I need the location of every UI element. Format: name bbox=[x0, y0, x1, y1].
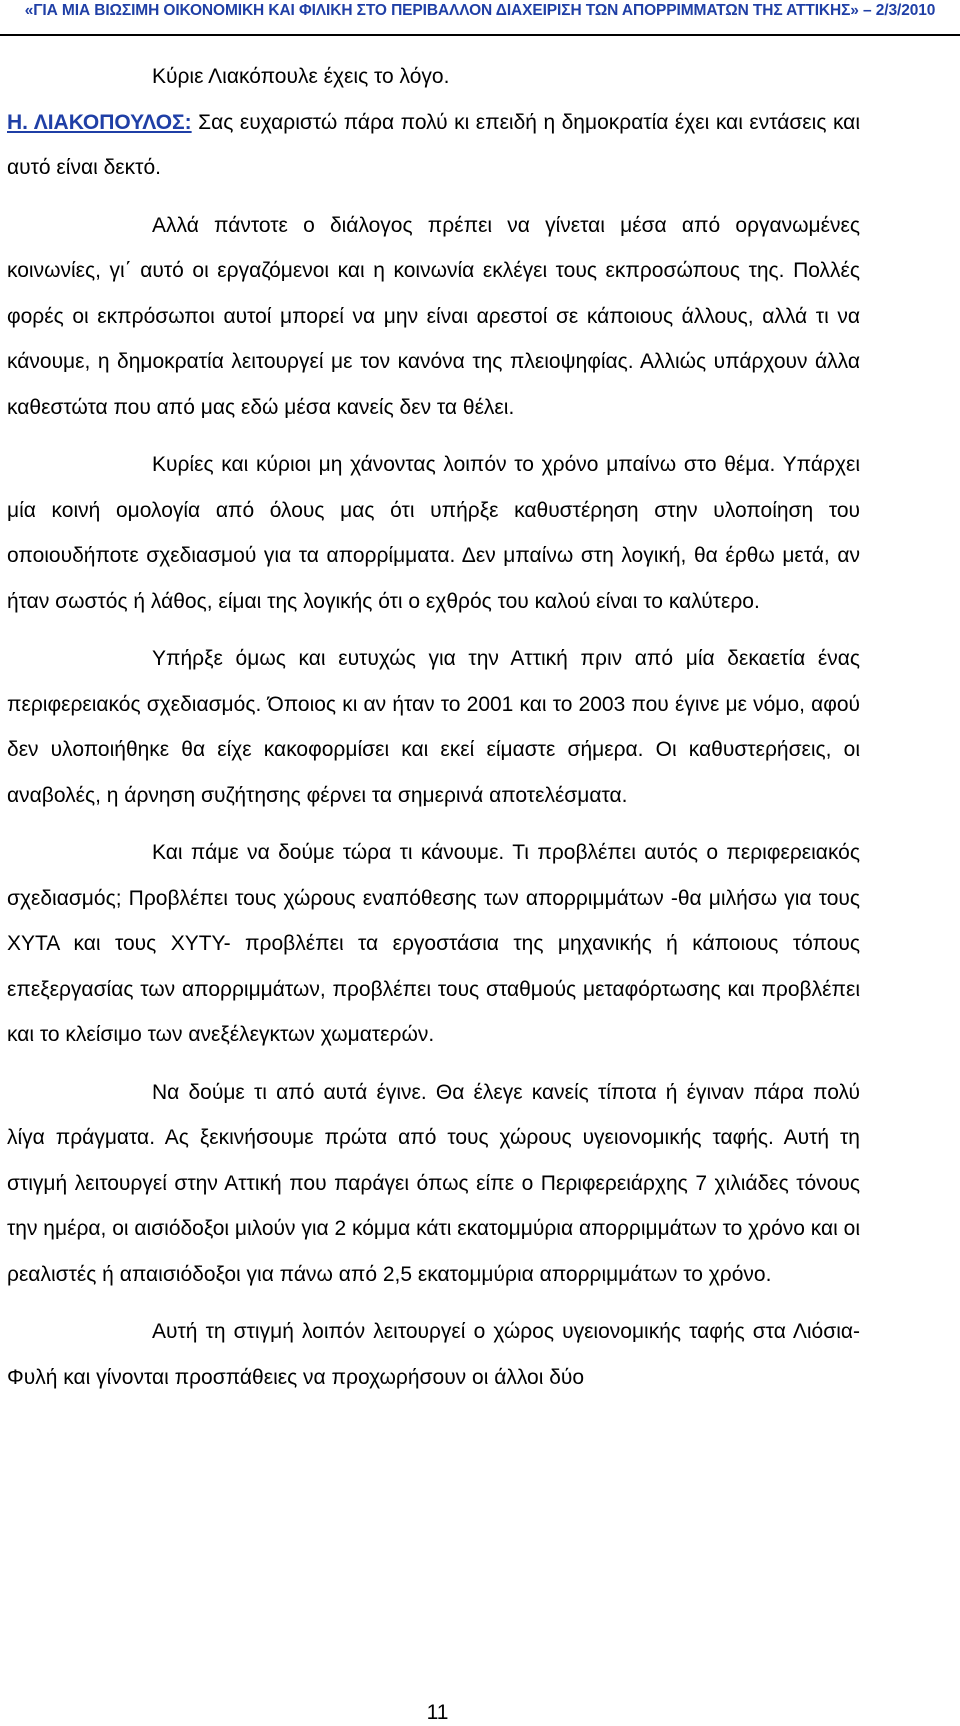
running-header-title: «ΓΙΑ ΜΙΑ ΒΙΩΣΙΜΗ ΟΙΚΟΝΟΜΙΚΗ ΚΑΙ ΦΙΛΙΚΗ ΣΤΟ ΠΕΡΙΒΑΛΛΟΝ ΔΙΑΧΕΙΡΙΣΗ ΤΩΝ ΑΠΟΡΡΙΜΜΑΤΩΝ ΤΗΣ ΑΤΤΙΚΗΣ» – 2/3/2010 bbox=[24, 2, 936, 19]
page-number: 11 bbox=[426, 1701, 449, 1724]
paragraph: Και πάμε να δούμε τώρα τι κάνουμε. Τι προβλέπει αυτός ο περιφερειακός σχεδιασμός; Προβλέπει τους χώρους εναπόθεσης των απορριμμάτων -θα μιλήσω για τους ΧΥΤΑ και τους ΧΥΤΥ- προβλέπει τα εργοστάσια της μηχανικής ή κάποιους τόπους επεξεργασίας των απορριμμάτων, προβλέπει τους σταθμούς μεταφόρτωσης και προβλέπει και το κλείσιμο των ανεξέλεγκτων χωματερών. bbox=[7, 841, 860, 1046]
speaker-name: Η. ΛΙΑΚΟΠΟΥΛΟΣ: bbox=[7, 110, 192, 134]
paragraph: Υπήρξε όμως και ευτυχώς για την Αττική πριν από μία δεκαετία ένας περιφερειακός σχεδιασμός. Όποιος κι αν ήταν το 2001 και το 2003 που έγινε με νόμο, αφού δεν υλοποιήθηκε θα είχε κακοφορμίσει και εκεί είμαστε σήμερα. Οι καθυστερήσεις, οι αναβολές, η άρνηση συζήτησης φέρνει τα σημερινά αποτελέσματα. bbox=[7, 647, 860, 807]
paragraph: Κυρίες και κύριοι μη χάνοντας λοιπόν το χρόνο μπαίνω στο θέμα. Υπάρχει μία κοινή ομολογία από όλους μας ότι υπήρξε καθυστέρηση στην υλοποίηση του οποιουδήποτε σχεδιασμού για τα απορρίμματα. Δεν μπαίνω στη λογική, θα έρθω μετά, αν ήταν σωστός ή λάθος, είμαι της λογικής ότι ο εχθρός του καλού είναι το καλύτερο. bbox=[7, 453, 860, 613]
speaker-text: Σας ευχαριστώ πάρα πολύ κι επειδή η δημοκρατία έχει και εντάσεις και αυτό είναι δεκτό. bbox=[7, 110, 860, 179]
paragraph: Αλλά πάντοτε ο διάλογος πρέπει να γίνεται μέσα από οργανωμένες κοινωνίες, γι΄ αυτό οι εργαζόμενοι και η κοινωνία εκλέγει τους εκπροσώπους της. Πολλές φορές οι εκπρόσωποι αυτοί μπορεί να μην είναι αρεστοί σε κάποιους άλλους, αλλά τι να κάνουμε, η δημοκρατία λειτουργεί με τον κανόνα της πλειοψηφίας. Αλλιώς υπάρχουν άλλα καθεστώτα που από μας εδώ μέσα κανείς δεν τα θέλει. bbox=[7, 213, 860, 419]
running-header bbox=[0, 0, 960, 36]
chair-line: Κύριε Λιακόπουλε έχεις το λόγο. bbox=[152, 65, 450, 88]
paragraph: Αυτή τη στιγμή λοιπόν λειτουργεί ο χώρος υγειονομικής ταφής στα Λιόσια-Φυλή και γίνονται προσπάθειες να προχωρήσουν οι άλλοι δύο bbox=[7, 1320, 860, 1389]
transcript-body bbox=[7, 54, 860, 1412]
paragraph: Να δούμε τι από αυτά έγινε. Θα έλεγε κανείς τίποτα ή έγιναν πάρα πολύ λίγα πράγματα. Ας ξεκινήσουμε πρώτα από τους χώρους υγειονομικής ταφής. Αυτή τη στιγμή λειτουργεί στην Αττική που παράγει όπως είπε ο Περιφερειάρχης 7 χιλιάδες τόνους την ημέρα, οι αισιόδοξοι μιλούν για 2 κόμμα κάτι εκατομμύρια απορριμμάτων το χρόνο και οι ρεαλιστές ή απαισιόδοξοι για πάνω από 2,5 εκατομμύρια απορριμμάτων το χρόνο. bbox=[7, 1080, 860, 1286]
speaker-paragraph bbox=[7, 100, 860, 191]
